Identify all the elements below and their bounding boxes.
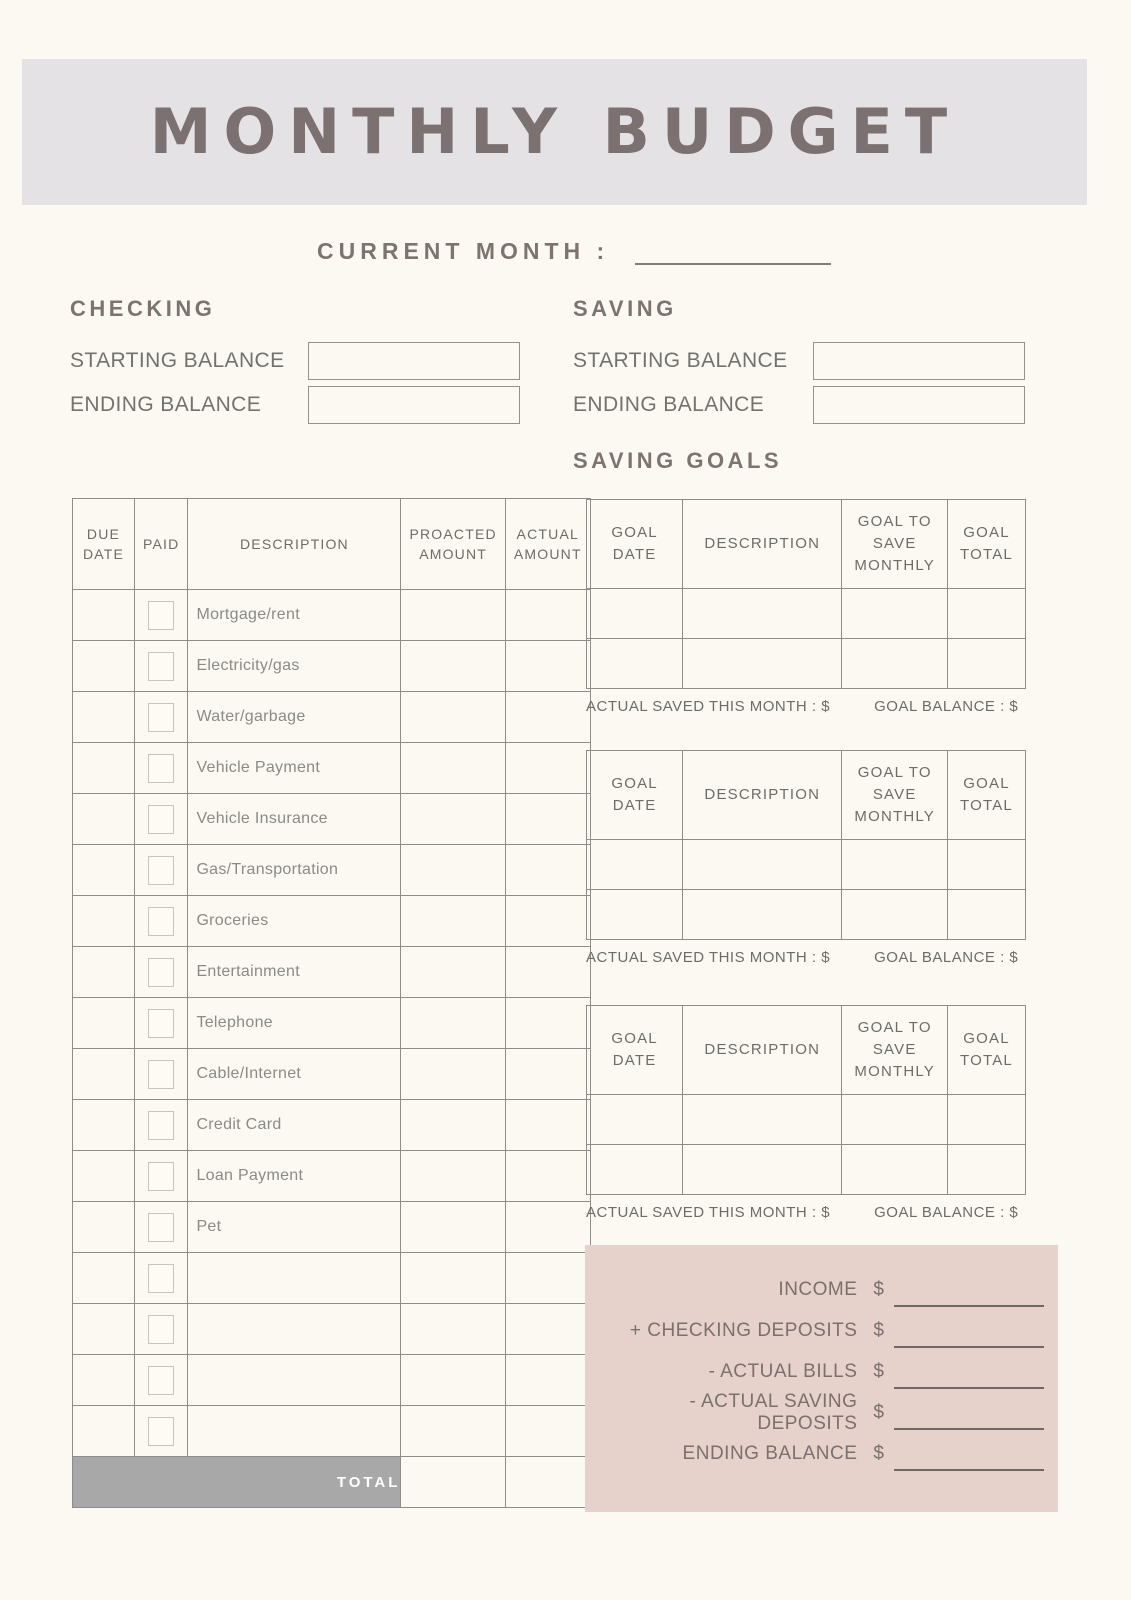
saving-starting-balance-input[interactable] xyxy=(813,342,1025,380)
due-date-cell xyxy=(73,1049,135,1100)
due-date-cell xyxy=(73,947,135,998)
current-month-line[interactable] xyxy=(635,233,831,265)
goal-cell xyxy=(587,890,683,940)
actual-amount-header: ACTUAL AMOUNT xyxy=(505,499,590,590)
due-date-cell xyxy=(73,794,135,845)
starting-balance-label: STARTING BALANCE xyxy=(70,349,285,372)
paid-cell xyxy=(135,590,188,641)
due-date-cell xyxy=(73,1151,135,1202)
goal-cell xyxy=(948,589,1026,639)
table-row xyxy=(73,947,591,998)
goal-table xyxy=(586,750,1026,940)
paid-cell xyxy=(135,743,188,794)
description-cell: Mortgage/rent xyxy=(188,590,401,641)
goal-cell xyxy=(683,639,842,689)
goal-row xyxy=(587,890,1026,940)
goal-table xyxy=(586,499,1026,689)
description-cell xyxy=(188,1406,401,1457)
description-header: DESCRIPTION xyxy=(683,751,842,840)
goal-cell xyxy=(683,840,842,890)
goal-cell xyxy=(683,589,842,639)
goal-cell xyxy=(587,1145,683,1195)
summary-row xyxy=(585,1433,1058,1474)
actual-amount-cell xyxy=(505,794,590,845)
saving-goals-table-block xyxy=(586,750,1026,966)
actual-amount-cell xyxy=(505,947,590,998)
proacted-amount-header: PROACTED AMOUNT xyxy=(401,499,505,590)
summary-row xyxy=(585,1351,1058,1392)
actual-amount-cell xyxy=(505,692,590,743)
checking-section xyxy=(70,296,520,416)
due-date-cell xyxy=(73,1202,135,1253)
total-label: TOTAL xyxy=(73,1457,401,1508)
paid-checkbox[interactable] xyxy=(148,754,174,783)
actual-amount-cell xyxy=(505,1406,590,1457)
goal-footer xyxy=(586,698,1026,715)
proacted-amount-cell xyxy=(401,1355,505,1406)
goal-date-header: GOAL DATE xyxy=(587,500,683,589)
paid-checkbox[interactable] xyxy=(148,601,174,630)
due-date-cell xyxy=(73,998,135,1049)
paid-cell xyxy=(135,998,188,1049)
bills-table-body xyxy=(73,590,591,1457)
due-date-cell xyxy=(73,743,135,794)
paid-cell xyxy=(135,845,188,896)
description-cell: Vehicle Insurance xyxy=(188,794,401,845)
proacted-amount-cell xyxy=(401,743,505,794)
actual-amount-cell xyxy=(505,641,590,692)
goal-header-row xyxy=(587,751,1026,840)
goal-footer xyxy=(586,1204,1026,1221)
proacted-amount-cell xyxy=(401,896,505,947)
paid-checkbox[interactable] xyxy=(148,907,174,936)
saving-section xyxy=(573,296,1025,416)
table-row xyxy=(73,1100,591,1151)
description-header: DESCRIPTION xyxy=(683,500,842,589)
checking-starting-balance-row xyxy=(70,342,520,380)
actual-amount-cell xyxy=(505,743,590,794)
goal-cell xyxy=(683,890,842,940)
description-cell: Electricity/gas xyxy=(188,641,401,692)
goal-cell xyxy=(587,639,683,689)
currency-symbol: $ xyxy=(873,1442,884,1464)
goal-to-save-monthly-header: GOAL TO SAVE MONTHLY xyxy=(842,1006,948,1095)
description-cell: Gas/Transportation xyxy=(188,845,401,896)
goal-cell xyxy=(587,840,683,890)
amount-line[interactable] xyxy=(894,1392,1044,1430)
goal-balance-label: GOAL BALANCE : $ xyxy=(874,698,1019,715)
amount-line[interactable] xyxy=(894,1310,1044,1348)
actual-amount-cell xyxy=(505,1202,590,1253)
paid-checkbox[interactable] xyxy=(148,805,174,834)
table-row xyxy=(73,743,591,794)
actual-amount-cell xyxy=(505,1304,590,1355)
due-date-cell xyxy=(73,1253,135,1304)
summary-box xyxy=(585,1245,1058,1512)
paid-cell xyxy=(135,1151,188,1202)
description-cell: Cable/Internet xyxy=(188,1049,401,1100)
paid-cell xyxy=(135,1304,188,1355)
goal-to-save-monthly-header: GOAL TO SAVE MONTHLY xyxy=(842,751,948,840)
goal-cell xyxy=(842,1145,948,1195)
description-cell xyxy=(188,1253,401,1304)
actual-amount-cell xyxy=(505,590,590,641)
goal-total-header: GOAL TOTAL xyxy=(948,1006,1026,1095)
paid-checkbox[interactable] xyxy=(148,856,174,885)
description-cell: Vehicle Payment xyxy=(188,743,401,794)
goal-row xyxy=(587,1095,1026,1145)
proacted-amount-cell xyxy=(401,692,505,743)
table-row xyxy=(73,1355,591,1406)
currency-symbol: $ xyxy=(873,1401,884,1423)
goal-balance-label: GOAL BALANCE : $ xyxy=(874,949,1019,966)
paid-cell xyxy=(135,692,188,743)
due-date-cell xyxy=(73,590,135,641)
currency-symbol: $ xyxy=(873,1278,884,1300)
due-date-cell xyxy=(73,641,135,692)
description-cell: Water/garbage xyxy=(188,692,401,743)
goal-total-header: GOAL TOTAL xyxy=(948,500,1026,589)
amount-line[interactable] xyxy=(894,1433,1044,1471)
actual-amount-cell xyxy=(505,998,590,1049)
goal-row xyxy=(587,589,1026,639)
goal-cell xyxy=(842,840,948,890)
actual-amount-cell xyxy=(505,1355,590,1406)
goal-total-header: GOAL TOTAL xyxy=(948,751,1026,840)
goal-row xyxy=(587,840,1026,890)
actual-saved-label: ACTUAL SAVED THIS MONTH : $ xyxy=(586,1204,831,1221)
description-cell: Pet xyxy=(188,1202,401,1253)
paid-checkbox[interactable] xyxy=(148,652,174,681)
goal-header-row xyxy=(587,1006,1026,1095)
table-row xyxy=(73,1049,591,1100)
saving-goals-table-block xyxy=(586,1005,1026,1221)
title-banner xyxy=(22,59,1087,205)
saving-goals-heading: SAVING GOALS xyxy=(573,448,783,473)
paid-cell xyxy=(135,1406,188,1457)
goal-cell xyxy=(842,1095,948,1145)
proacted-amount-cell xyxy=(401,845,505,896)
paid-cell xyxy=(135,1355,188,1406)
actual-saved-label: ACTUAL SAVED THIS MONTH : $ xyxy=(586,949,831,966)
goal-to-save-monthly-header: GOAL TO SAVE MONTHLY xyxy=(842,500,948,589)
actual-amount-cell xyxy=(505,845,590,896)
summary-label: ENDING BALANCE xyxy=(682,1442,858,1464)
paid-checkbox[interactable] xyxy=(148,1060,174,1089)
actual-amount-cell xyxy=(505,1049,590,1100)
summary-label: - ACTUAL BILLS xyxy=(708,1360,858,1382)
goal-cell xyxy=(587,589,683,639)
paid-cell xyxy=(135,1049,188,1100)
checking-ending-balance-row xyxy=(70,386,520,424)
goal-balance-label: GOAL BALANCE : $ xyxy=(874,1204,1019,1221)
paid-header: PAID xyxy=(135,499,188,590)
paid-cell xyxy=(135,896,188,947)
paid-checkbox[interactable] xyxy=(148,958,174,987)
table-row xyxy=(73,896,591,947)
proacted-amount-cell xyxy=(401,1406,505,1457)
paid-checkbox[interactable] xyxy=(148,1366,174,1395)
table-row xyxy=(73,794,591,845)
description-header: DESCRIPTION xyxy=(188,499,401,590)
summary-row xyxy=(585,1310,1058,1351)
actual-amount-cell xyxy=(505,1100,590,1151)
checking-heading: CHECKING xyxy=(70,296,216,321)
goal-cell xyxy=(948,639,1026,689)
goal-footer xyxy=(586,949,1026,966)
starting-balance-label: STARTING BALANCE xyxy=(573,349,788,372)
paid-checkbox[interactable] xyxy=(148,1264,174,1293)
due-date-cell xyxy=(73,1355,135,1406)
goal-cell xyxy=(587,1095,683,1145)
due-date-header: DUE DATE xyxy=(73,499,135,590)
paid-checkbox[interactable] xyxy=(148,1315,174,1344)
goal-cell xyxy=(842,639,948,689)
goal-cell xyxy=(683,1095,842,1145)
proacted-amount-cell xyxy=(401,1304,505,1355)
proacted-amount-cell xyxy=(401,1151,505,1202)
summary-label: - ACTUAL SAVING DEPOSITS xyxy=(689,1390,858,1434)
goal-row xyxy=(587,639,1026,689)
paid-checkbox[interactable] xyxy=(148,703,174,732)
goal-table xyxy=(586,1005,1026,1195)
table-row xyxy=(73,1253,591,1304)
paid-checkbox[interactable] xyxy=(148,1213,174,1242)
goal-cell xyxy=(683,1145,842,1195)
page-title: MONTHLY BUDGET xyxy=(149,95,960,168)
table-row xyxy=(73,998,591,1049)
paid-cell xyxy=(135,1253,188,1304)
due-date-cell xyxy=(73,1406,135,1457)
due-date-cell xyxy=(73,845,135,896)
total-proacted-amount-cell xyxy=(401,1457,505,1508)
paid-checkbox[interactable] xyxy=(148,1111,174,1140)
proacted-amount-cell xyxy=(401,947,505,998)
description-cell: Telephone xyxy=(188,998,401,1049)
description-cell xyxy=(188,1355,401,1406)
goal-row xyxy=(587,1145,1026,1195)
proacted-amount-cell xyxy=(401,1100,505,1151)
goal-header-row xyxy=(587,500,1026,589)
current-month-label: CURRENT MONTH : xyxy=(317,238,610,264)
proacted-amount-cell xyxy=(401,590,505,641)
ending-balance-label: ENDING BALANCE xyxy=(573,393,765,416)
saving-goals-table-block xyxy=(586,499,1026,715)
description-header: DESCRIPTION xyxy=(683,1006,842,1095)
due-date-cell xyxy=(73,1304,135,1355)
proacted-amount-cell xyxy=(401,1049,505,1100)
paid-checkbox[interactable] xyxy=(148,1162,174,1191)
actual-amount-cell xyxy=(505,896,590,947)
actual-amount-cell xyxy=(505,1253,590,1304)
paid-cell xyxy=(135,1202,188,1253)
paid-checkbox[interactable] xyxy=(148,1009,174,1038)
bills-table xyxy=(72,498,591,1508)
summary-label: + CHECKING DEPOSITS xyxy=(629,1319,858,1341)
summary-row xyxy=(585,1392,1058,1433)
description-cell: Credit Card xyxy=(188,1100,401,1151)
table-row xyxy=(73,845,591,896)
description-cell: Loan Payment xyxy=(188,1151,401,1202)
goal-date-header: GOAL DATE xyxy=(587,751,683,840)
table-row xyxy=(73,590,591,641)
saving-heading: SAVING xyxy=(573,296,677,321)
proacted-amount-cell xyxy=(401,1253,505,1304)
summary-label: INCOME xyxy=(778,1278,858,1300)
description-cell: Entertainment xyxy=(188,947,401,998)
goal-date-header: GOAL DATE xyxy=(587,1006,683,1095)
goal-cell xyxy=(948,1145,1026,1195)
total-actual-amount-cell xyxy=(505,1457,590,1508)
amount-line[interactable] xyxy=(894,1351,1044,1389)
goal-cell xyxy=(948,1095,1026,1145)
description-cell: Groceries xyxy=(188,896,401,947)
actual-saved-label: ACTUAL SAVED THIS MONTH : $ xyxy=(586,698,831,715)
proacted-amount-cell xyxy=(401,1202,505,1253)
paid-cell xyxy=(135,1100,188,1151)
table-row xyxy=(73,1406,591,1457)
due-date-cell xyxy=(73,692,135,743)
proacted-amount-cell xyxy=(401,641,505,692)
checking-ending-balance-input[interactable] xyxy=(308,386,520,424)
actual-amount-cell xyxy=(505,1151,590,1202)
table-row xyxy=(73,1151,591,1202)
summary-row xyxy=(585,1269,1058,1310)
goal-cell xyxy=(842,890,948,940)
currency-symbol: $ xyxy=(873,1360,884,1382)
saving-ending-balance-input[interactable] xyxy=(813,386,1025,424)
bills-header-row xyxy=(73,499,591,590)
paid-cell xyxy=(135,947,188,998)
saving-ending-balance-row xyxy=(573,386,1025,424)
table-row xyxy=(73,641,591,692)
table-row xyxy=(73,692,591,743)
paid-cell xyxy=(135,794,188,845)
paid-cell xyxy=(135,641,188,692)
ending-balance-label: ENDING BALANCE xyxy=(70,393,262,416)
total-row xyxy=(73,1457,591,1508)
due-date-cell xyxy=(73,896,135,947)
currency-symbol: $ xyxy=(873,1319,884,1341)
amount-line[interactable] xyxy=(894,1269,1044,1307)
paid-checkbox[interactable] xyxy=(148,1417,174,1446)
current-month-row xyxy=(317,233,831,265)
goal-cell xyxy=(842,589,948,639)
checking-starting-balance-input[interactable] xyxy=(308,342,520,380)
proacted-amount-cell xyxy=(401,794,505,845)
saving-starting-balance-row xyxy=(573,342,1025,380)
goal-cell xyxy=(948,890,1026,940)
goal-cell xyxy=(948,840,1026,890)
proacted-amount-cell xyxy=(401,998,505,1049)
table-row xyxy=(73,1304,591,1355)
table-row xyxy=(73,1202,591,1253)
due-date-cell xyxy=(73,1100,135,1151)
description-cell xyxy=(188,1304,401,1355)
